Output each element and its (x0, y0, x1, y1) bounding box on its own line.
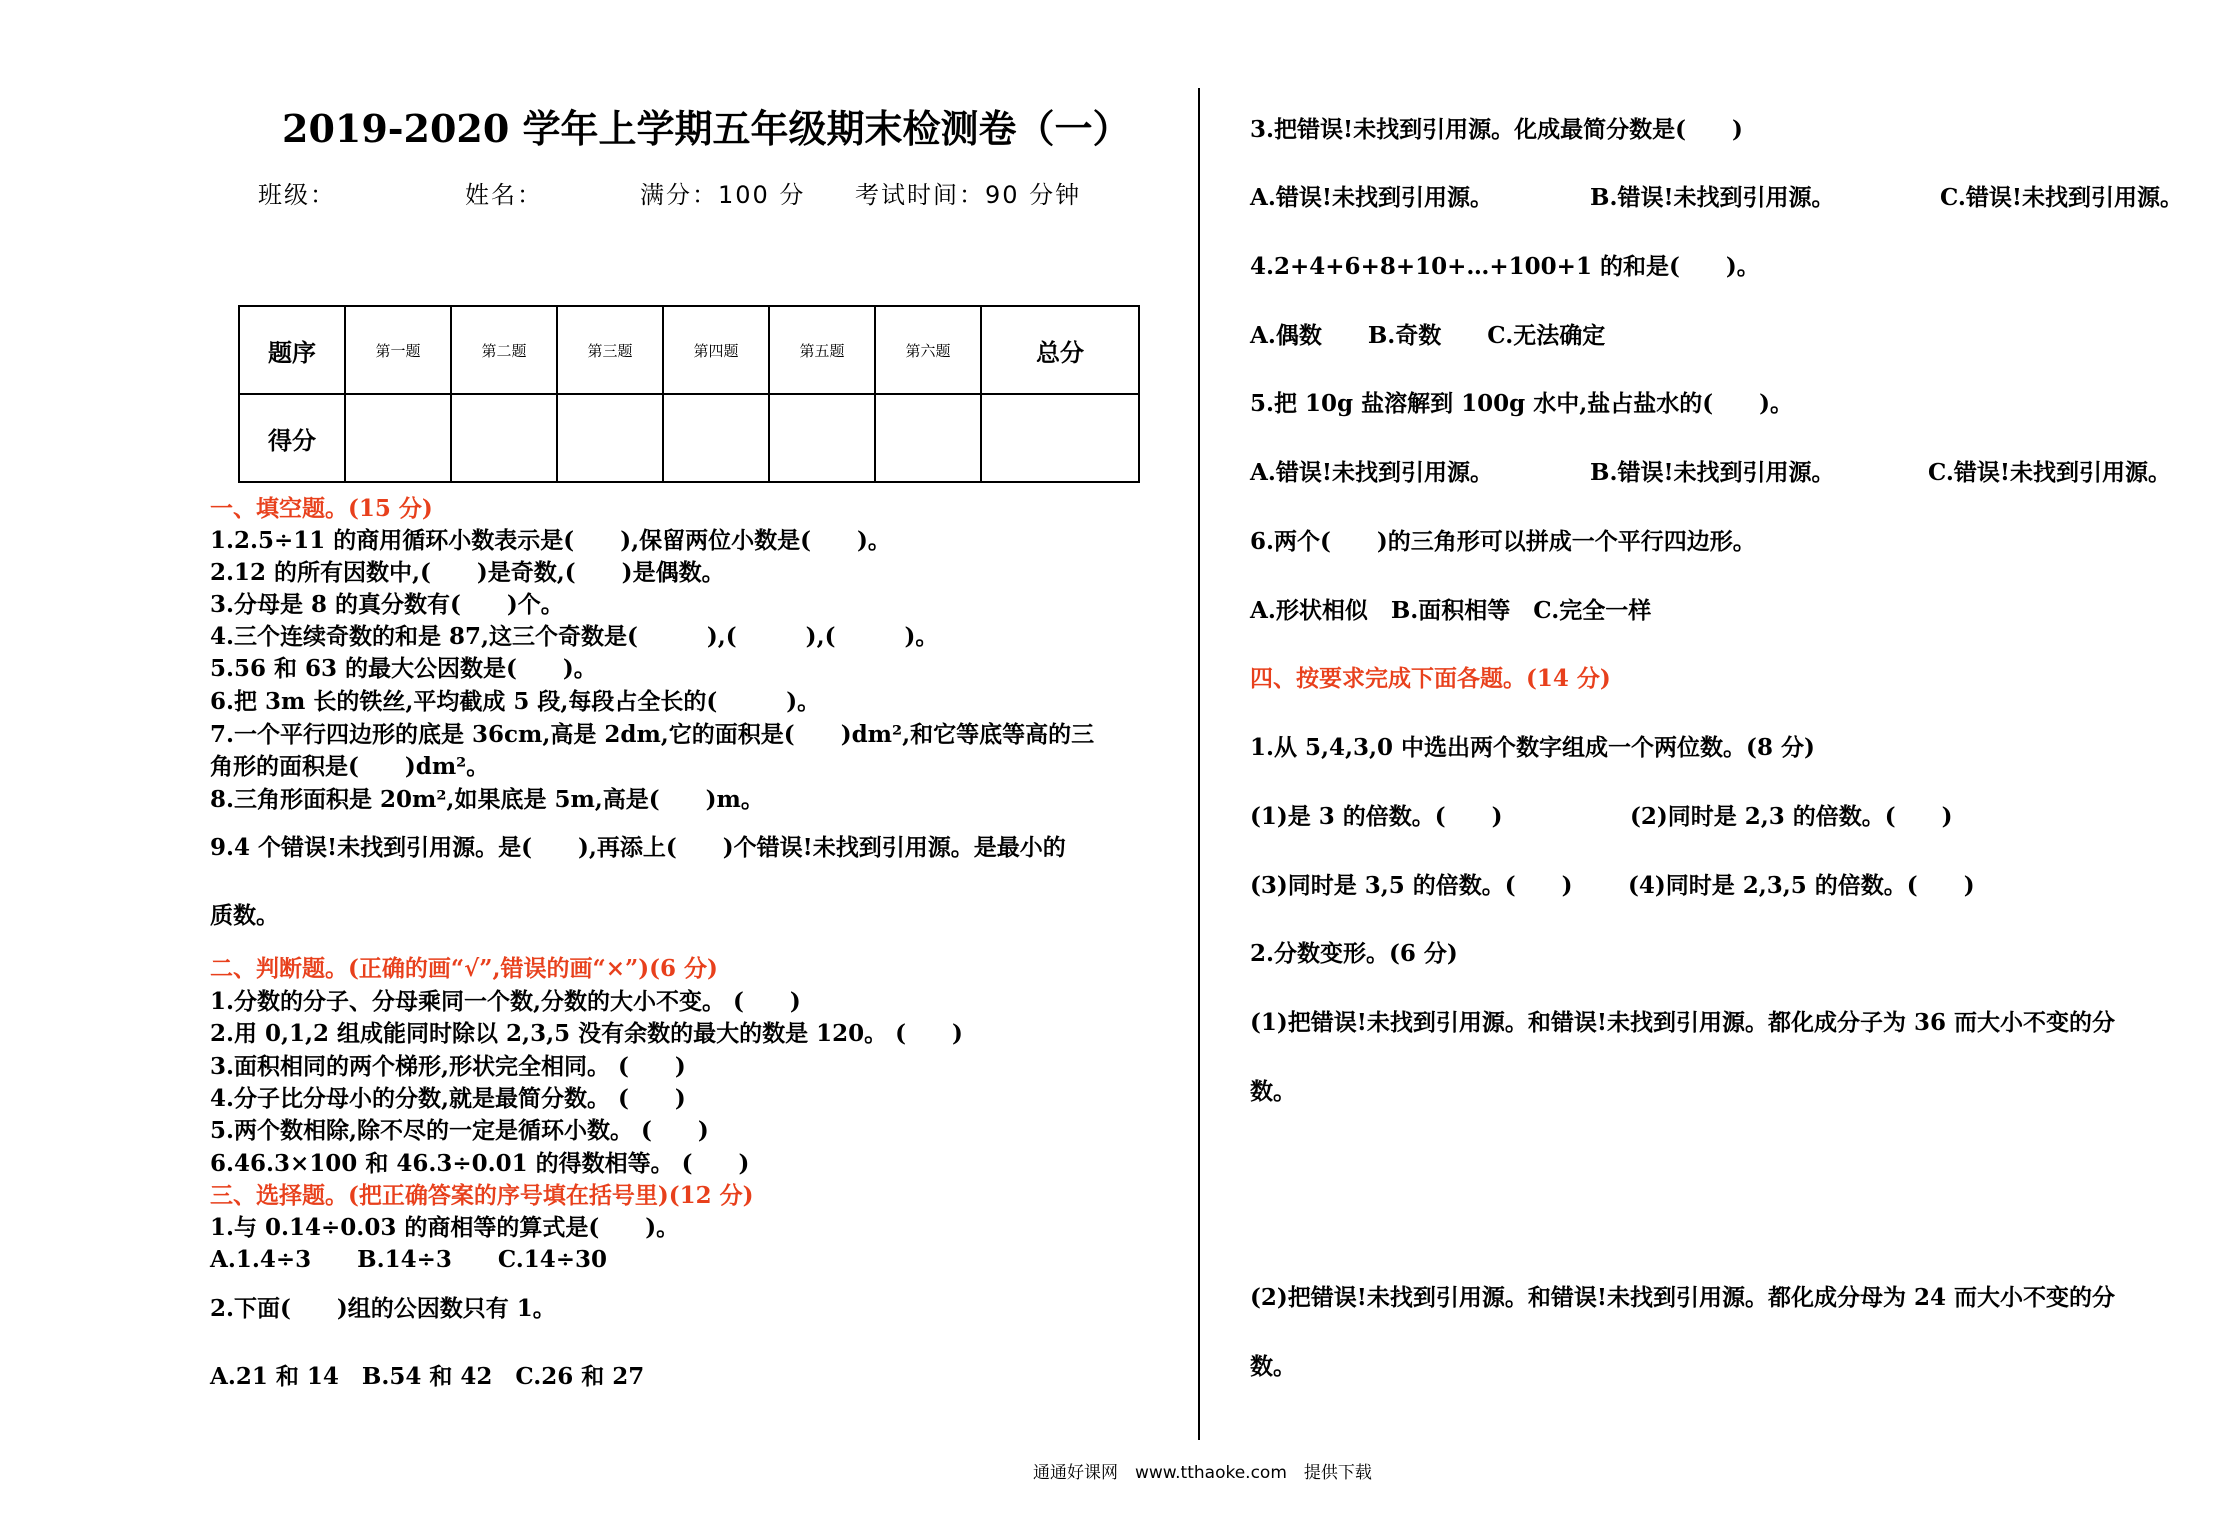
score-table-q6: 第六题 (875, 306, 981, 394)
task-q2-1-line1: (1)把错误!未找到引用源。和错误!未找到引用源。都化成分子为 36 而大小不变的分 (1250, 1009, 2115, 1036)
score-table-row2-label: 得分 (239, 394, 345, 482)
choice-q2: 2.下面( )组的公因数只有 1。 (210, 1295, 556, 1322)
judge-q6: 6.46.3×100 和 46.3÷0.01 的得数相等。 ( ) (210, 1150, 750, 1177)
choice-q3-opt-b: B.错误!未找到引用源。 (1590, 184, 1835, 211)
task-q1-a: (1)是 3 的倍数。( ) (1250, 803, 1503, 830)
score-table-q4: 第四题 (663, 306, 769, 394)
fill-q2: 2.12 的所有因数中,( )是奇数,( )是偶数。 (210, 559, 725, 586)
section2-heading: 二、判断题。(正确的画“√”,错误的画“×”)(6 分) (210, 955, 718, 982)
score-cell (345, 394, 451, 482)
score-cell (557, 394, 663, 482)
score-table (238, 305, 1140, 483)
task-q2-2-line1: (2)把错误!未找到引用源。和错误!未找到引用源。都化成分母为 24 而大小不变的分 (1250, 1284, 2115, 1311)
fill-q4: 4.三个连续奇数的和是 87,这三个奇数是( ),( ),( )。 (210, 623, 939, 650)
exam-time: 考试时间：90 分钟 (855, 181, 1082, 209)
choice-q3-opt-a: A.错误!未找到引用源。 (1250, 184, 1493, 211)
fill-q8: 8.三角形面积是 20m²,如果底是 5m,高是( )m。 (210, 786, 764, 813)
choice-q3-opt-c: C.错误!未找到引用源。 (1940, 184, 2184, 211)
score-cell (663, 394, 769, 482)
choice-q2-options: A.21 和 14 B.54 和 42 C.26 和 27 (210, 1363, 645, 1390)
section3-heading: 三、选择题。(把正确答案的序号填在括号里)(12 分) (210, 1182, 754, 1209)
choice-q5: 5.把 10g 盐溶解到 100g 水中,盐占盐水的( )。 (1250, 390, 1793, 417)
score-table-q5: 第五题 (769, 306, 875, 394)
fill-q1: 1.2.5÷11 的商用循环小数表示是( ),保留两位小数是( )。 (210, 527, 891, 554)
page-title: 2019-2020 学年上学期五年级期末检测卷（一） (282, 106, 1131, 151)
score-table-total: 总分 (981, 306, 1139, 394)
choice-q5-opt-b: B.错误!未找到引用源。 (1590, 459, 1835, 486)
section4-heading: 四、按要求完成下面各题。(14 分) (1250, 665, 1611, 692)
task-q1-d: (4)同时是 2,3,5 的倍数。( ) (1628, 872, 1975, 899)
fill-q7-line2: 角形的面积是( )dm²。 (210, 753, 490, 780)
score-cell (875, 394, 981, 482)
choice-q6: 6.两个( )的三角形可以拼成一个平行四边形。 (1250, 528, 1756, 555)
task-q2-2-line2: 数。 (1250, 1353, 1296, 1380)
task-q1-b: (2)同时是 2,3 的倍数。( ) (1630, 803, 1953, 830)
judge-q1: 1.分数的分子、分母乘同一个数,分数的大小不变。 ( ) (210, 988, 801, 1015)
score-table-q3: 第三题 (557, 306, 663, 394)
name-label: 姓名： (465, 181, 543, 209)
column-divider (1198, 88, 1200, 1440)
choice-q6-options: A.形状相似 B.面积相等 C.完全一样 (1250, 597, 1652, 624)
full-score: 满分：100 分 (640, 181, 806, 209)
choice-q1: 1.与 0.14÷0.03 的商相等的算式是( )。 (210, 1214, 680, 1241)
fill-q7-line1: 7.一个平行四边形的底是 36cm,高是 2dm,它的面积是( )dm²,和它等底等高的三 (210, 721, 1095, 748)
fill-q5: 5.56 和 63 的最大公因数是( )。 (210, 655, 597, 682)
score-table-header-row (239, 306, 1139, 394)
fill-q9-line2: 质数。 (210, 902, 279, 929)
choice-q1-options: A.1.4÷3 B.14÷3 C.14÷30 (210, 1246, 608, 1273)
choice-q5-opt-c: C.错误!未找到引用源。 (1928, 459, 2172, 486)
judge-q3: 3.面积相同的两个梯形,形状完全相同。 ( ) (210, 1053, 686, 1080)
choice-q4: 4.2+4+6+8+10+…+100+1 的和是( )。 (1250, 253, 1760, 280)
score-table-score-row (239, 394, 1139, 482)
task-q2-1-line2: 数。 (1250, 1078, 1296, 1105)
task-q1: 1.从 5,4,3,0 中选出两个数字组成一个两位数。(8 分) (1250, 734, 1815, 761)
footer-credit: 通通好课网 www.tthaoke.com 提供下载 (1033, 1463, 1372, 1483)
choice-q3: 3.把错误!未找到引用源。化成最简分数是( ) (1250, 116, 1743, 143)
choice-q4-options: A.偶数 B.奇数 C.无法确定 (1250, 322, 1606, 349)
task-q1-c: (3)同时是 3,5 的倍数。( ) (1250, 872, 1573, 899)
class-label: 班级： (258, 181, 336, 209)
score-table-q1: 第一题 (345, 306, 451, 394)
task-q2: 2.分数变形。(6 分) (1250, 940, 1458, 967)
score-cell (981, 394, 1139, 482)
score-cell (769, 394, 875, 482)
fill-q9-line1: 9.4 个错误!未找到引用源。是( ),再添上( )个错误!未找到引用源。是最小的 (210, 834, 1066, 861)
judge-q4: 4.分子比分母小的分数,就是最简分数。 ( ) (210, 1085, 686, 1112)
score-cell (451, 394, 557, 482)
judge-q2: 2.用 0,1,2 组成能同时除以 2,3,5 没有余数的最大的数是 120。 ( ) (210, 1020, 963, 1047)
fill-q6: 6.把 3m 长的铁丝,平均截成 5 段,每段占全长的( )。 (210, 688, 821, 715)
choice-q5-opt-a: A.错误!未找到引用源。 (1250, 459, 1493, 486)
judge-q5: 5.两个数相除,除不尽的一定是循环小数。 ( ) (210, 1117, 709, 1144)
score-table-q2: 第二题 (451, 306, 557, 394)
section1-heading: 一、填空题。(15 分) (210, 495, 433, 522)
fill-q3: 3.分母是 8 的真分数有( )个。 (210, 591, 564, 618)
score-table-row1-label: 题序 (239, 306, 345, 394)
